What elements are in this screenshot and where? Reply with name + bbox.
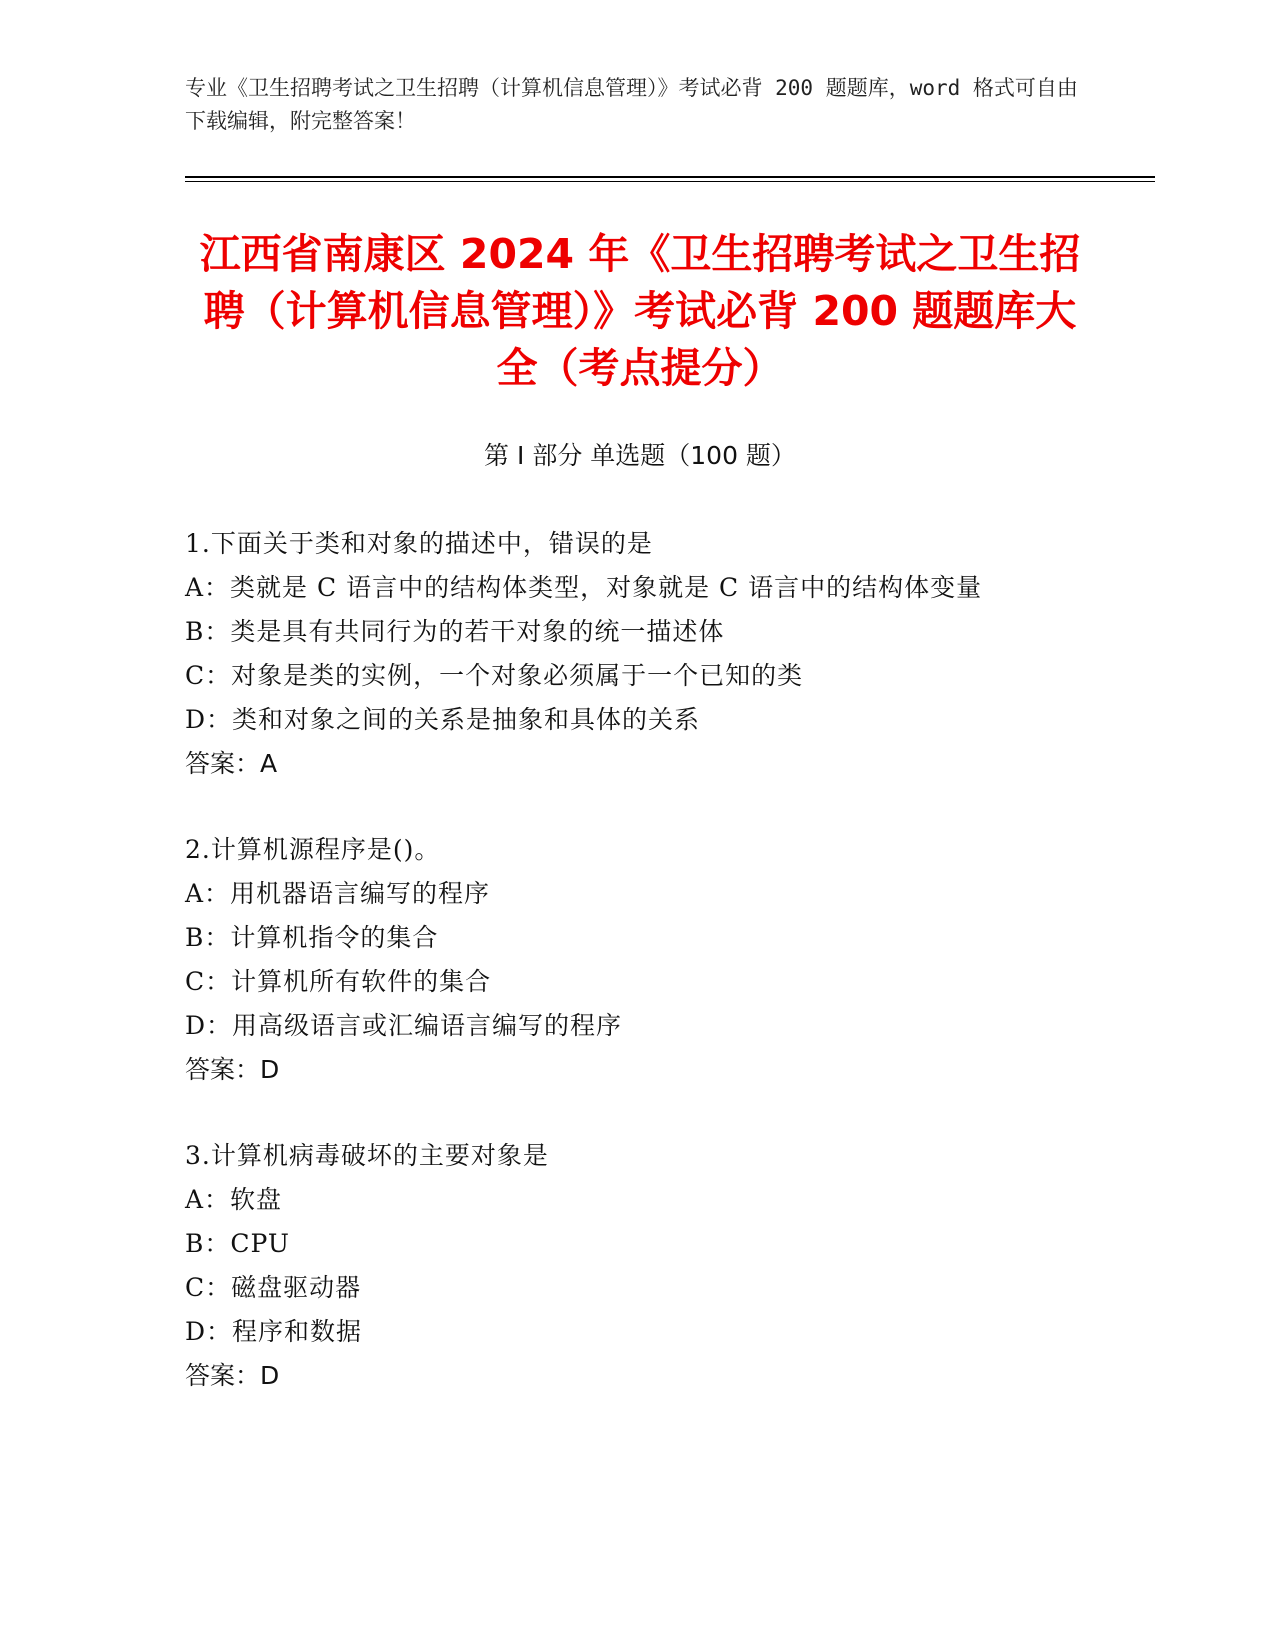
option-d: D：程序和数据: [185, 1317, 363, 1346]
question-stem: 3.计算机病毒破坏的主要对象是: [185, 1141, 549, 1170]
header-divider-thin: [185, 181, 1155, 182]
option-d: D：类和对象之间的关系是抽象和具体的关系: [185, 705, 701, 734]
option-d: D：用高级语言或汇编语言编写的程序: [185, 1011, 623, 1040]
option-c: C：计算机所有软件的集合: [185, 967, 492, 996]
option-a: A：类就是 C 语言中的结构体类型，对象就是 C 语言中的结构体变量: [185, 573, 983, 602]
section-title: 第 I 部分 单选题（100 题）: [484, 441, 796, 470]
answer: 答案：D: [185, 1055, 280, 1084]
option-c: C：对象是类的实例，一个对象必须属于一个已知的类: [185, 661, 804, 690]
header-note: 专业《卫生招聘考试之卫生招聘（计算机信息管理）》考试必背 200 题题库，word 格式可自由下载编辑，附完整答案！: [185, 76, 1078, 133]
header-divider-thick: [185, 176, 1155, 178]
document-title: 江西省南康区 2024 年《卫生招聘考试之卫生招聘（计算机信息管理）》考试必背 200 题题库大全（考点提分）: [199, 230, 1081, 392]
option-b: B：CPU: [185, 1229, 290, 1258]
answer: 答案：A: [185, 749, 278, 778]
option-a: A：用机器语言编写的程序: [185, 879, 491, 908]
option-c: C：磁盘驱动器: [185, 1273, 362, 1302]
question-1: [185, 522, 1115, 786]
question-list: [185, 522, 1115, 1440]
question-2: [185, 828, 1115, 1092]
option-b: B：类是具有共同行为的若干对象的统一描述体: [185, 617, 725, 646]
answer: 答案：D: [185, 1361, 280, 1390]
question-stem: 2.计算机源程序是()。: [185, 835, 441, 864]
question-3: [185, 1134, 1115, 1398]
option-a: A：软盘: [185, 1185, 283, 1214]
question-stem: 1.下面关于类和对象的描述中，错误的是: [185, 529, 653, 558]
option-b: B：计算机指令的集合: [185, 923, 439, 952]
